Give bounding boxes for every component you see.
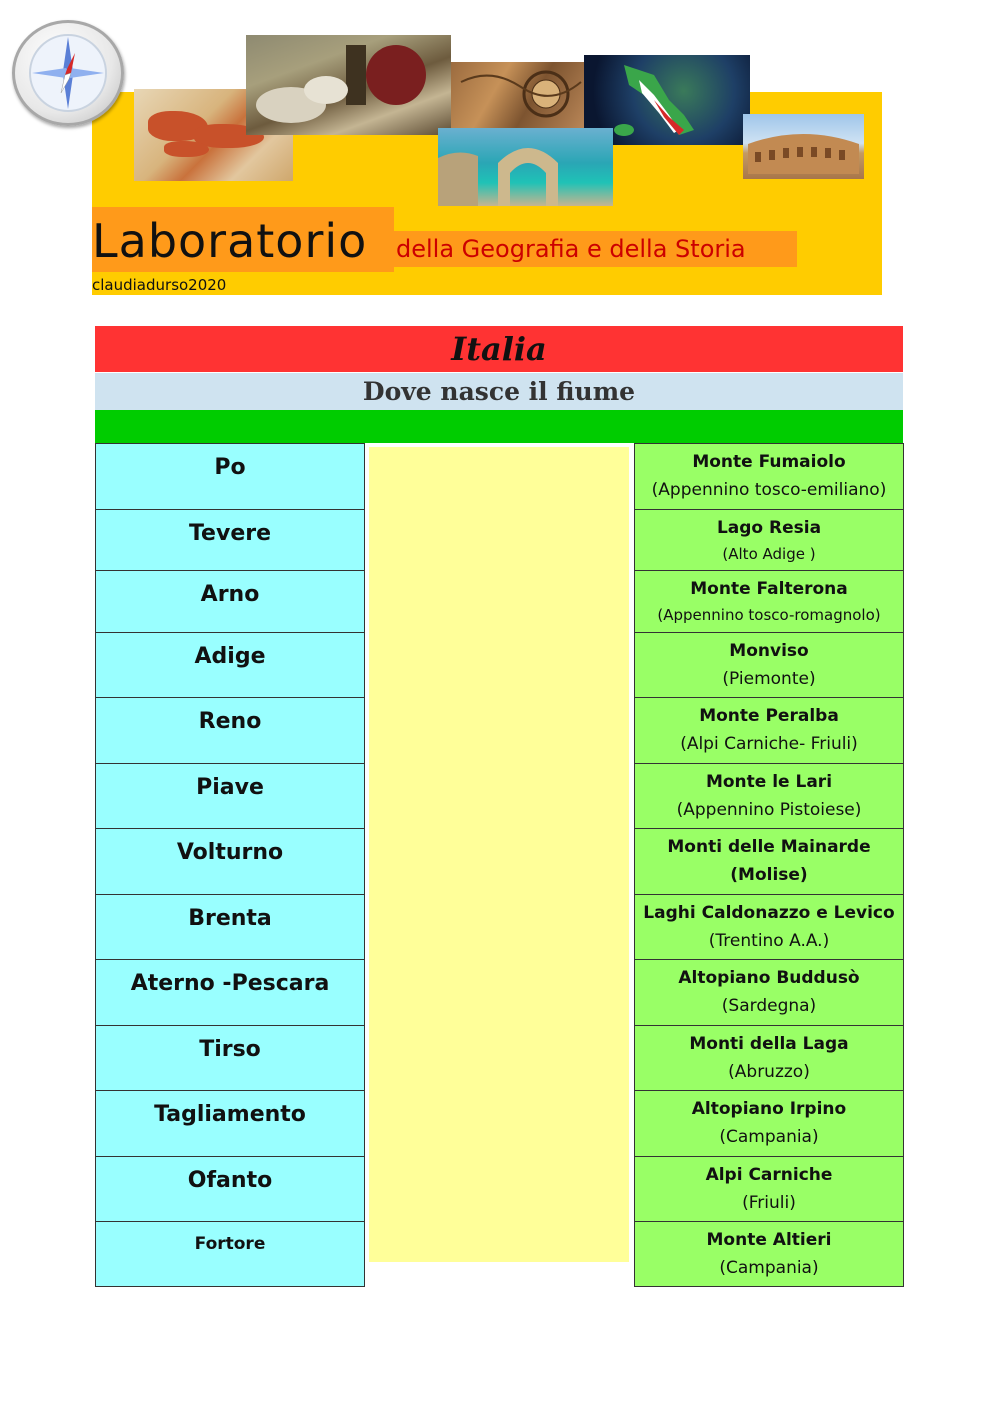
source-region: (Piemonte) <box>722 669 816 689</box>
river-card[interactable] <box>95 509 365 571</box>
source-region: (Trentino A.A.) <box>708 931 830 951</box>
river-name: Volturno <box>176 840 284 865</box>
source-region: (Campania) <box>719 1127 819 1147</box>
river-name: Piave <box>196 775 264 800</box>
source-region: (Alpi Carniche- Friuli) <box>680 734 858 754</box>
compass-icon <box>15 23 121 123</box>
source-region: (Appennino tosco-romagnolo) <box>657 606 881 624</box>
river-card[interactable] <box>95 570 365 633</box>
river-name: Arno <box>200 582 260 607</box>
river-card[interactable] <box>95 894 365 960</box>
river-card[interactable] <box>95 632 365 698</box>
river-card[interactable] <box>95 959 365 1026</box>
river-name: Brenta <box>188 906 272 931</box>
source-name: Alpi Carniche <box>705 1165 833 1185</box>
source-card[interactable] <box>634 828 904 895</box>
river-name: Tevere <box>188 521 272 546</box>
source-card[interactable] <box>634 509 904 571</box>
compass-logo <box>12 20 124 126</box>
source-name: Monviso <box>729 641 809 661</box>
source-name: Monte Fumaiolo <box>692 452 846 472</box>
source-card[interactable] <box>634 697 904 764</box>
river-card[interactable] <box>95 828 365 895</box>
river-name: Reno <box>198 709 262 734</box>
battle-painting-image <box>246 35 451 135</box>
source-name: Altopiano Buddusò <box>678 968 860 988</box>
river-card[interactable] <box>95 1221 365 1287</box>
lab-title: Laboratorio <box>92 214 368 268</box>
source-name: Monte le Lari <box>705 772 833 792</box>
answer-drop-area[interactable] <box>369 447 629 1262</box>
source-region: (Friuli) <box>742 1193 796 1213</box>
battle-painting-graphic <box>246 35 451 135</box>
river-name: Adige <box>194 644 266 669</box>
source-region: (Appennino Pistoiese) <box>676 800 862 820</box>
river-card[interactable] <box>95 1156 365 1222</box>
lab-subtitle: della Geografia e della Storia <box>396 235 746 263</box>
source-region: (Appennino tosco-emiliano) <box>651 480 887 500</box>
river-name: Fortore <box>194 1234 266 1254</box>
source-card[interactable] <box>634 1090 904 1157</box>
river-name: Ofanto <box>187 1168 273 1193</box>
river-name: Tagliamento <box>154 1102 306 1127</box>
table-title: Italia <box>95 326 903 372</box>
source-card[interactable] <box>634 632 904 698</box>
author-credit: claudiadurso2020 <box>92 276 227 294</box>
source-card[interactable] <box>634 894 904 960</box>
source-card[interactable] <box>634 1156 904 1222</box>
source-region: (Campania) <box>719 1258 819 1278</box>
source-name: Altopiano Irpino <box>691 1099 847 1119</box>
source-name: Monti delle Mainarde <box>667 837 871 857</box>
source-card[interactable] <box>634 443 904 510</box>
river-name: Tirso <box>199 1037 261 1062</box>
source-card[interactable] <box>634 959 904 1026</box>
river-name: Aterno -Pescara <box>130 971 330 996</box>
source-card[interactable] <box>634 1221 904 1287</box>
table-subtitle: Dove nasce il fiume <box>95 373 903 410</box>
source-name: Monte Altieri <box>706 1230 832 1250</box>
source-name: Monte Falterona <box>690 579 848 599</box>
source-name: Monti della Laga <box>689 1034 849 1054</box>
river-card[interactable] <box>95 697 365 764</box>
river-card[interactable] <box>95 443 365 510</box>
source-region: (Alto Adige ) <box>722 545 816 563</box>
river-card[interactable] <box>95 1025 365 1091</box>
source-region: (Molise) <box>730 865 808 885</box>
old-map-compass-image <box>451 62 584 129</box>
river-card[interactable] <box>95 1090 365 1157</box>
sea-arch-image <box>438 128 613 206</box>
source-region: (Sardegna) <box>721 996 817 1016</box>
source-region: (Abruzzo) <box>728 1062 810 1082</box>
colosseum-image <box>743 114 864 179</box>
source-card[interactable] <box>634 763 904 829</box>
source-card[interactable] <box>634 1025 904 1091</box>
source-name: Monte Peralba <box>699 706 839 726</box>
source-name: Lago Resia <box>716 518 822 538</box>
old-map-compass-graphic <box>451 62 584 129</box>
table-header-bar <box>95 410 903 443</box>
sea-arch-graphic <box>438 128 613 206</box>
river-name: Po <box>214 455 246 480</box>
colosseum-graphic <box>743 114 864 179</box>
river-card[interactable] <box>95 763 365 829</box>
source-card[interactable] <box>634 570 904 633</box>
source-name: Laghi Caldonazzo e Levico <box>643 903 895 923</box>
